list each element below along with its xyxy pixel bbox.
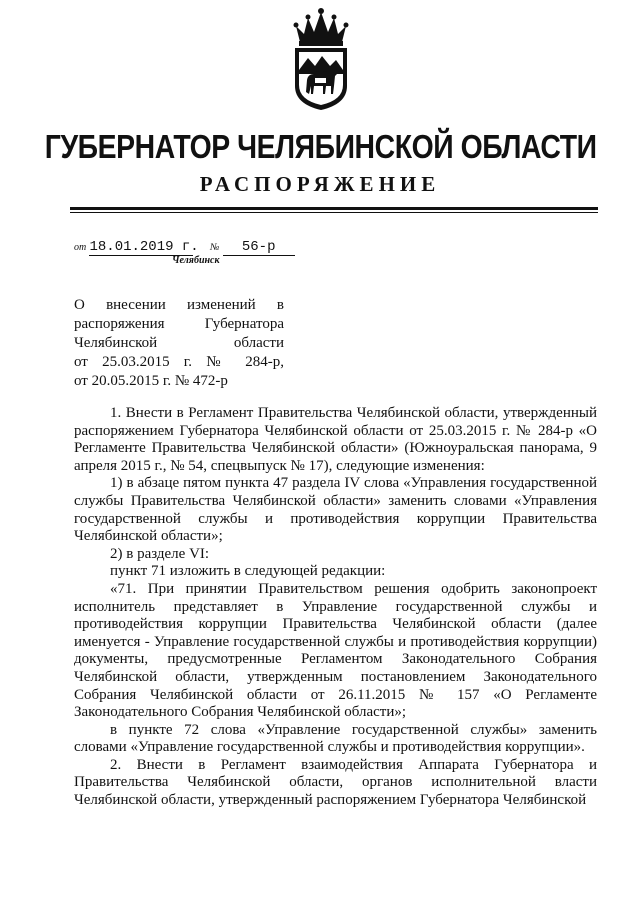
body-paragraph: «71. При принятии Правительством решения одобрить законопроект исполнитель представляет в Управление государственной службы и противодействия коррупции Правительства Челябинской области (далее именуется - Управление государственной службы и противодействия коррупции) документы, предусмотренные Регламентом Законодательного Собрания Челябинской области, утвержденным постановлением Законодательного Собрания Челябинской области от 26.11.2015 № 157 «О Регламенте Законодательного Собрания Челябинской области»; <box>74 580 597 721</box>
subject-line: от 20.05.2015 г. № 472-р <box>74 373 228 389</box>
coat-of-arms-emblem <box>288 8 354 112</box>
body-paragraph: 2) в разделе VI: <box>110 545 210 562</box>
body-paragraph: 1. Внести в Регламент Правительства Челябинской области, утвержденный распоряжением Губернатора Челябинской области от 25.03.2015 г. № 284-р «О Регламенте Правительства Челябинской области» (Южноуральская панорама, 9 апреля 2015 г., № 54, спецвыпуск № 17), следующие изменения: <box>74 405 597 474</box>
document-subject <box>74 296 284 391</box>
document-body <box>74 405 597 810</box>
issue-city: Челябинск <box>172 255 220 266</box>
subject-line: Челябинской области <box>74 335 284 351</box>
header-divider-thin <box>70 212 598 213</box>
document-type-title: РАСПОРЯЖЕНИЕ <box>199 172 441 196</box>
from-label: от <box>74 242 87 253</box>
registration-line <box>74 238 295 256</box>
subject-line: от 25.03.2015 г. № 284-р, <box>74 354 284 370</box>
document-date: 18.01.2019 г. <box>89 239 199 255</box>
body-paragraph: 2. Внести в Регламент взаимодействия Аппарата Губернатора и Правительства Челябинской области, органов исполнительной власти Челябинской области, утвержденный распоряжением Губернатора Челябинской <box>74 756 597 809</box>
subject-line: О внесении изменений в <box>74 297 284 313</box>
body-paragraph: в пункте 72 слова «Управление государственной службы» заменить словами «Управление государственной службы и противодействия коррупции». <box>74 721 597 756</box>
subject-line: распоряжения Губернатора <box>74 316 284 332</box>
body-paragraph: пункт 71 изложить в следующей редакции: <box>110 563 386 580</box>
issuer-title: ГУБЕРНАТОР ЧЕЛЯБИНСКОЙ ОБЛАСТИ <box>44 128 597 165</box>
header-divider-thick <box>70 207 598 210</box>
document-number: 56-р <box>223 240 295 256</box>
body-paragraph: 1) в абзаце пятом пункта 47 раздела IV слова «Управления государственной службы Правительства Челябинской области» заменить словами «Управления государственной службы и противодействия коррупции Правительства Челябинской области»; <box>74 475 597 545</box>
number-label: № <box>209 242 220 253</box>
